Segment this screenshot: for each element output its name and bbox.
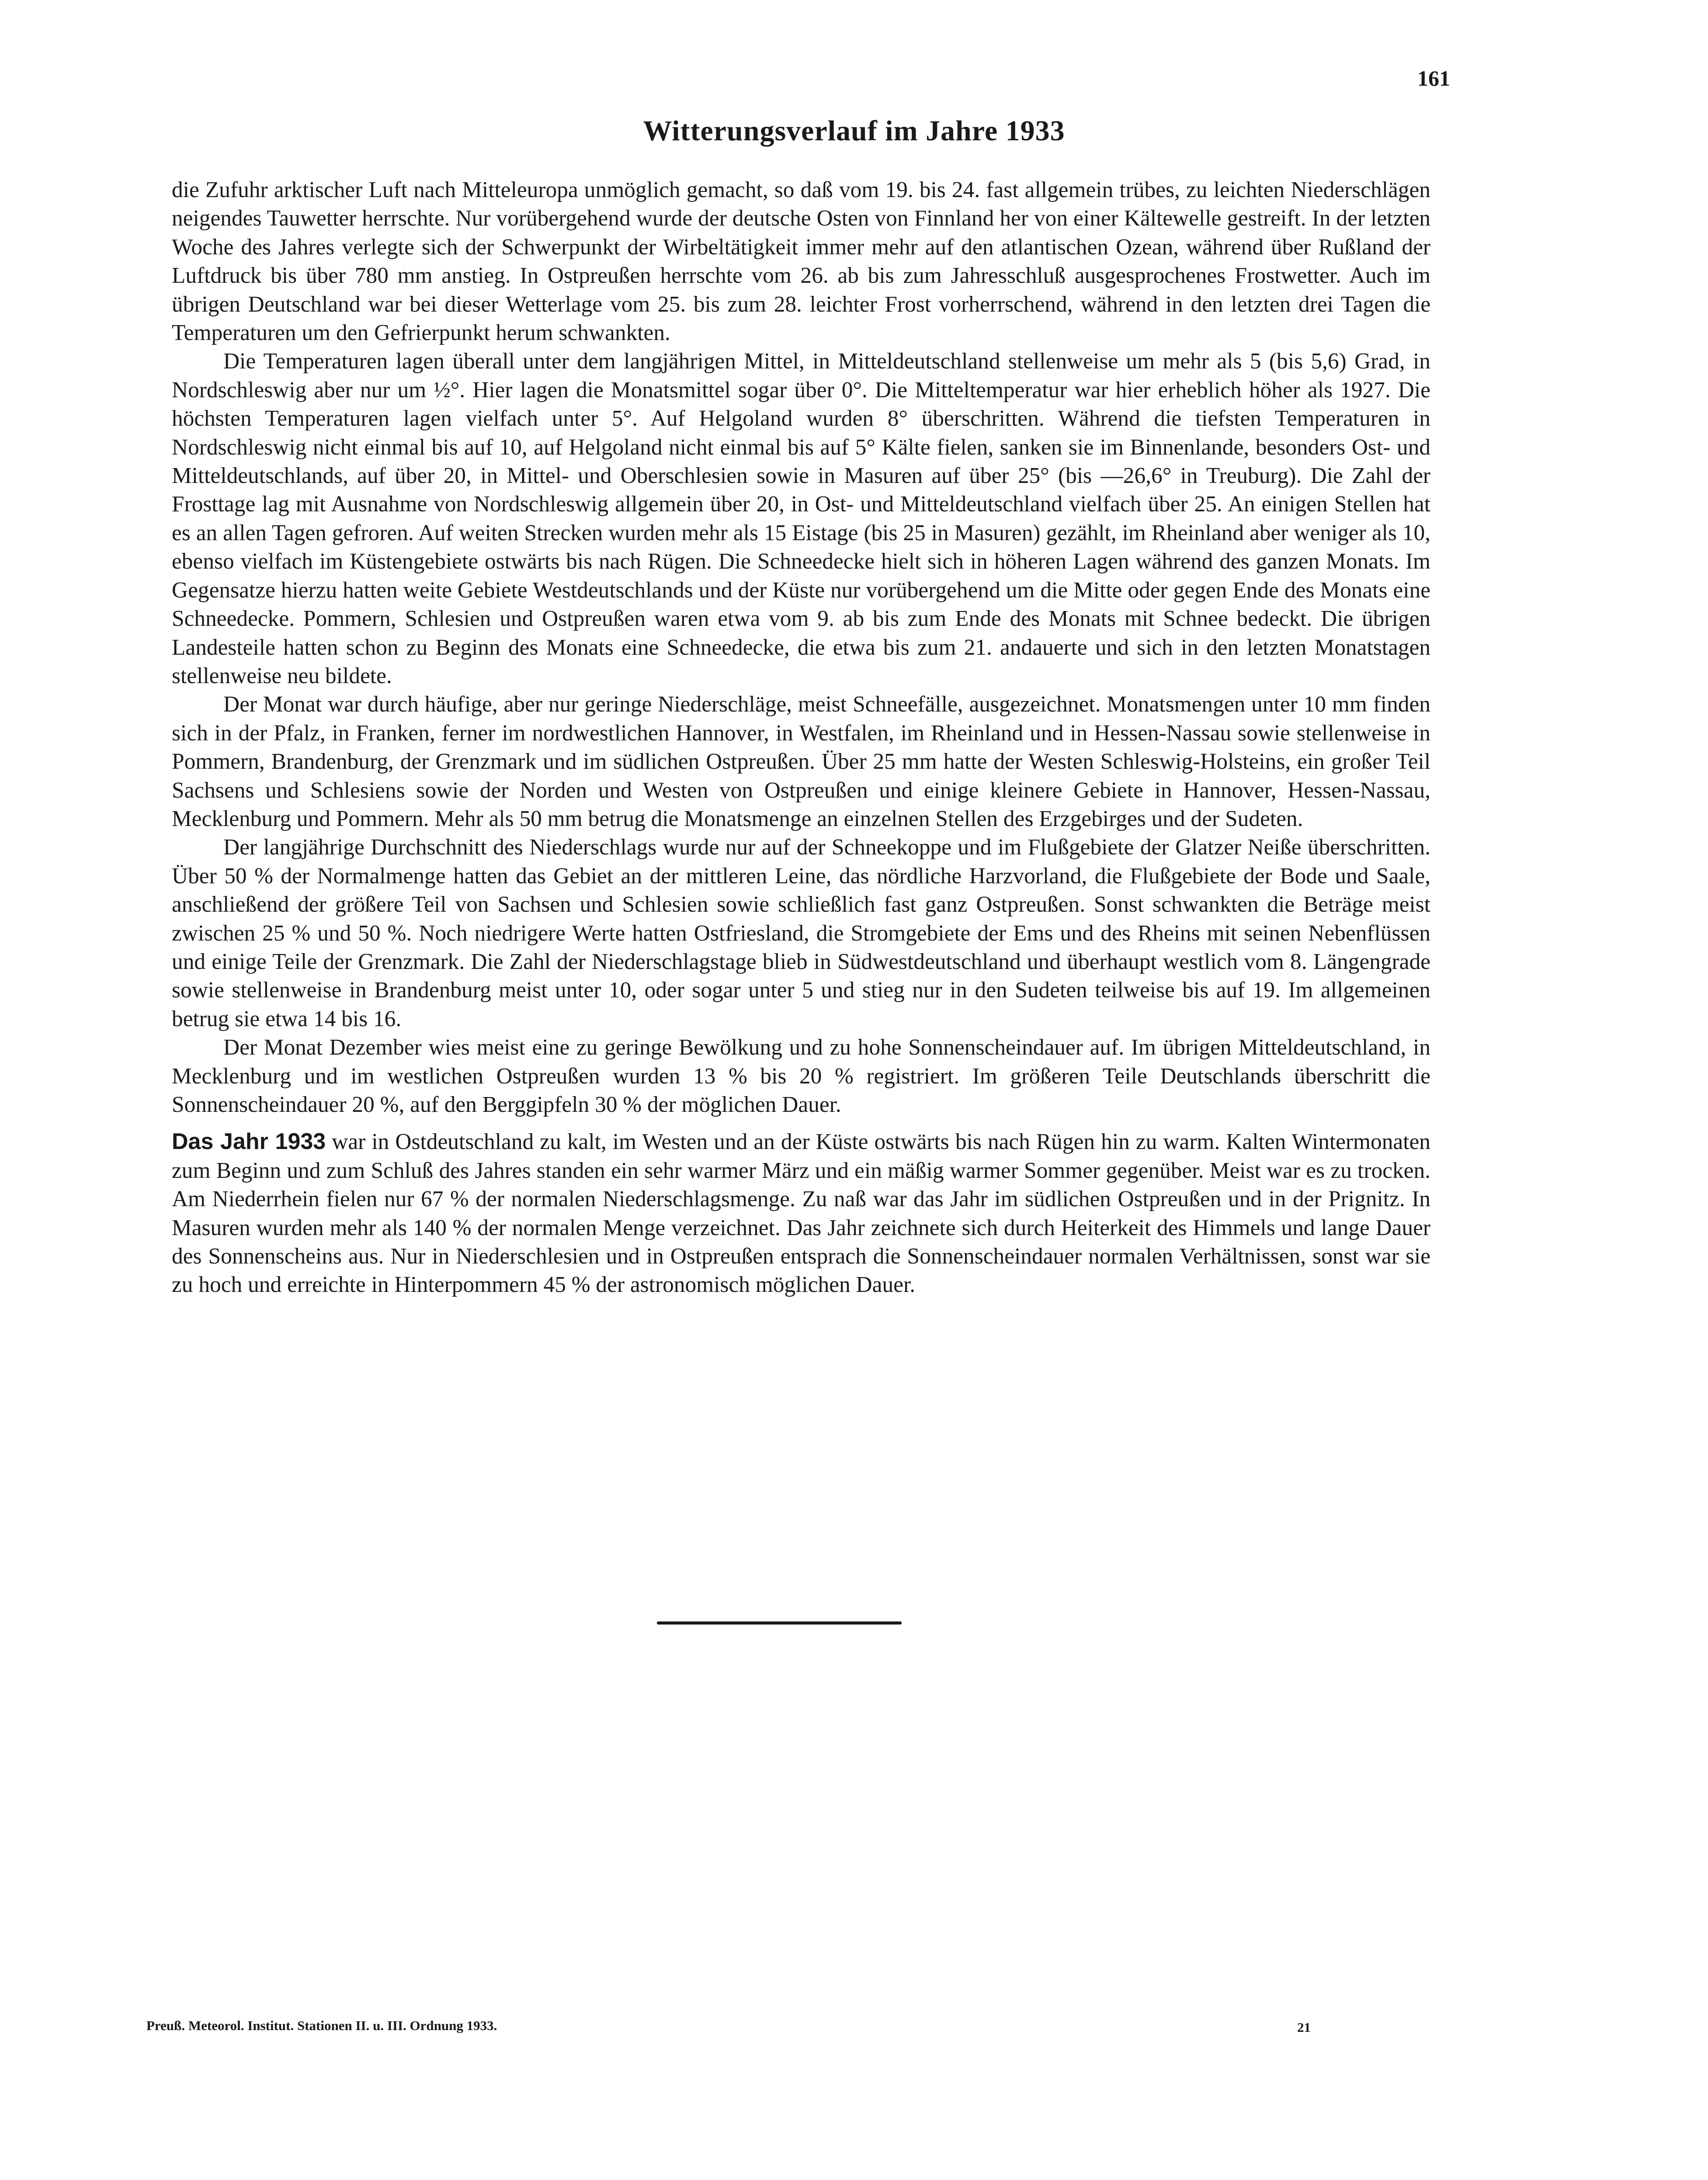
page-number: 161 [1417, 66, 1450, 90]
paragraph-2 [172, 347, 1430, 690]
paragraph-year-summary [172, 1128, 1430, 1299]
page-footer [0, 2018, 1708, 2040]
body-text [172, 176, 1430, 1299]
paragraph-text: Der Monat Dezember wies meist eine zu geringe Bewölkung und zu hohe Sonnenscheindauer auf. Im übrigen Mitteldeutschland, in Mecklenburg und im westlichen Ostpreußen wurden 13 % bis 20 % registriert. Im größeren Teile Deutschlands überschritt die Sonnenscheindauer 20 %, auf den Berggipfeln 30 % der möglichen Dauer. [172, 1035, 1430, 1117]
paragraph-text: die Zufuhr arktischer Luft nach Mitteleuropa unmöglich gemacht, so daß vom 19. bis 24. fast allgemein trübes, zu leichten Niederschlägen neigendes Tauwetter herrschte. Nur vorübergehend wurde der deutsche Osten von Finnland her von einer Kältewelle gestreift. In der letzten Woche des Jahres verlegte sich der Schwerpunkt der Wirbeltätigkeit immer mehr auf den atlantischen Ozean, während über Rußland der Luftdruck bis über 780 mm anstieg. In Ostpreußen herrschte vom 26. ab bis zum Jahresschluß ausgesprochenes Frostwetter. Auch im übrigen Deutschland war bei dieser Wetterlage vom 25. bis zum 28. leichter Frost vorherrschend, während in den letzten drei Tagen die Temperaturen um den Gefrierpunkt herum schwankten. [172, 177, 1430, 346]
paragraph-text: Der Monat war durch häufige, aber nur geringe Niederschläge, meist Schneefälle, ausgezeichnet. Monatsmengen unter 10 mm finden sich in der Pfalz, in Franken, ferner im nordwestlichen Hannover, in Westfalen, im Rheinland und in Hessen-Nassau sowie stellenweise in Pommern, Brandenburg, der Grenzmark und im südlichen Ostpreußen. Über 25 mm hatte der Westen Schleswig-Holsteins, ein großer Teil Sachsens und Schlesiens sowie der Norden und Westen von Ostpreußen und einige kleinere Gebiete in Hannover, Hessen-Nassau, Mecklenburg und Pommern. Mehr als 50 mm betrug die Monatsmenge an einzelnen Stellen des Erzgebirges und der Sudeten. [172, 692, 1430, 831]
paragraph-lead: Das Jahr 1933 [172, 1129, 326, 1155]
paragraph-3 [172, 690, 1430, 833]
footer-source: Preuß. Meteorol. Institut. Stationen II. u. III. Ordnung 1933. [146, 2018, 497, 2033]
footer-signature: 21 [1297, 2020, 1311, 2035]
paragraph-text: Der langjährige Durchschnitt des Niederschlags wurde nur auf der Schneekoppe und im Flußgebiete der Glatzer Neiße überschritten. Über 50 % der Normalmenge hatten das Gebiet an der mittleren Leine, das nördliche Harzvorland, die Flußgebiete der Bode und Saale, anschließend der größere Teil von Sachsen und Schlesien sowie schließlich fast ganz Ostpreußen. Sonst schwankten die Beträge meist zwischen 25 % und 50 %. Noch niedrigere Werte hatten Ostfriesland, die Stromgebiete der Ems und des Rheins mit seinen Nebenflüssen und einige Teile der Grenzmark. Die Zahl der Niederschlagstage blieb in Südwestdeutschland und überhaupt westlich vom 8. Längengrade sowie stellenweise in Brandenburg meist unter 10, oder sogar unter 5 und stieg nur in den Sudeten teilweise bis auf 19. Im allgemeinen betrug sie etwa 14 bis 16. [172, 835, 1430, 1031]
page-title: Witterungsverlauf im Jahre 1933 [643, 115, 1065, 147]
paragraph-5 [172, 1033, 1430, 1119]
section-end-rule [657, 1621, 902, 1625]
paragraph-text: Die Temperaturen lagen überall unter dem langjährigen Mittel, in Mitteldeutschland stellenweise um mehr als 5 (bis 5,6) Grad, in Nordschleswig aber nur um ½°. Hier lagen die Monatsmittel sogar über 0°. Die Mitteltemperatur war hier erheblich höher als 1927. Die höchsten Temperaturen lagen vielfach unter 5°. Auf Helgoland wurden 8° überschritten. Während die tiefsten Temperaturen in Nordschleswig nicht einmal bis auf 10, auf Helgoland nicht einmal bis auf 5° Kälte fielen, sanken sie im Binnenlande, besonders Ost- und Mitteldeutschlands, auf über 20, in Mittel- und Oberschlesien sowie in Masuren auf über 25° (bis —26,6° in Treuburg). Die Zahl der Frosttage lag mit Ausnahme von Nordschleswig allgemein über 20, in Ost- und Mitteldeutschland vielfach über 25. An einigen Stellen hat es an allen Tagen gefroren. Auf weiten Strecken wurden mehr als 15 Eistage (bis 25 in Masuren) gezählt, im Rheinland aber weniger als 10, ebenso vielfach im Küstengebiete ostwärts bis nach Rügen. Die Schneedecke hielt sich in höheren Lagen während des ganzen Monats. Im Gegensatze hierzu hatten weite Gebiete Westdeutschlands und der Küste nur vorübergehend um die Mitte oder gegen Ende des Monats eine Schneedecke. Pommern, Schlesien und Ostpreußen waren etwa vom 9. ab bis zum Ende des Monats mit Schnee bedeckt. Die übrigen Landesteile hatten schon zu Beginn des Monats eine Schneedecke, die etwa bis zum 21. andauerte und sich in den letzten Monatstagen stellenweise neu bildete. [172, 349, 1430, 688]
paragraph-1 [172, 176, 1430, 347]
paragraph-text: war in Ostdeutschland zu kalt, im Westen und an der Küste ostwärts bis nach Rügen hin zu warm. Kalten Wintermonaten zum Beginn und zum Schluß des Jahres standen ein sehr warmer März und ein mäßig warmer Sommer gegenüber. Meist war es zu trocken. Am Niederrhein fielen nur 67 % der normalen Niederschlagsmenge. Zu naß war das Jahr im südlichen Ostpreußen und in der Prignitz. In Masuren wurden mehr als 140 % der normalen Menge verzeichnet. Das Jahr zeichnete sich durch Heiterkeit des Himmels und lange Dauer des Sonnenscheins aus. Nur in Niederschlesien und in Ostpreußen entsprach die Sonnenscheindauer normalen Verhältnissen, sonst war sie zu hoch und erreichte in Hinterpommern 45 % der astronomisch möglichen Dauer. [172, 1129, 1430, 1298]
paragraph-4 [172, 833, 1430, 1033]
